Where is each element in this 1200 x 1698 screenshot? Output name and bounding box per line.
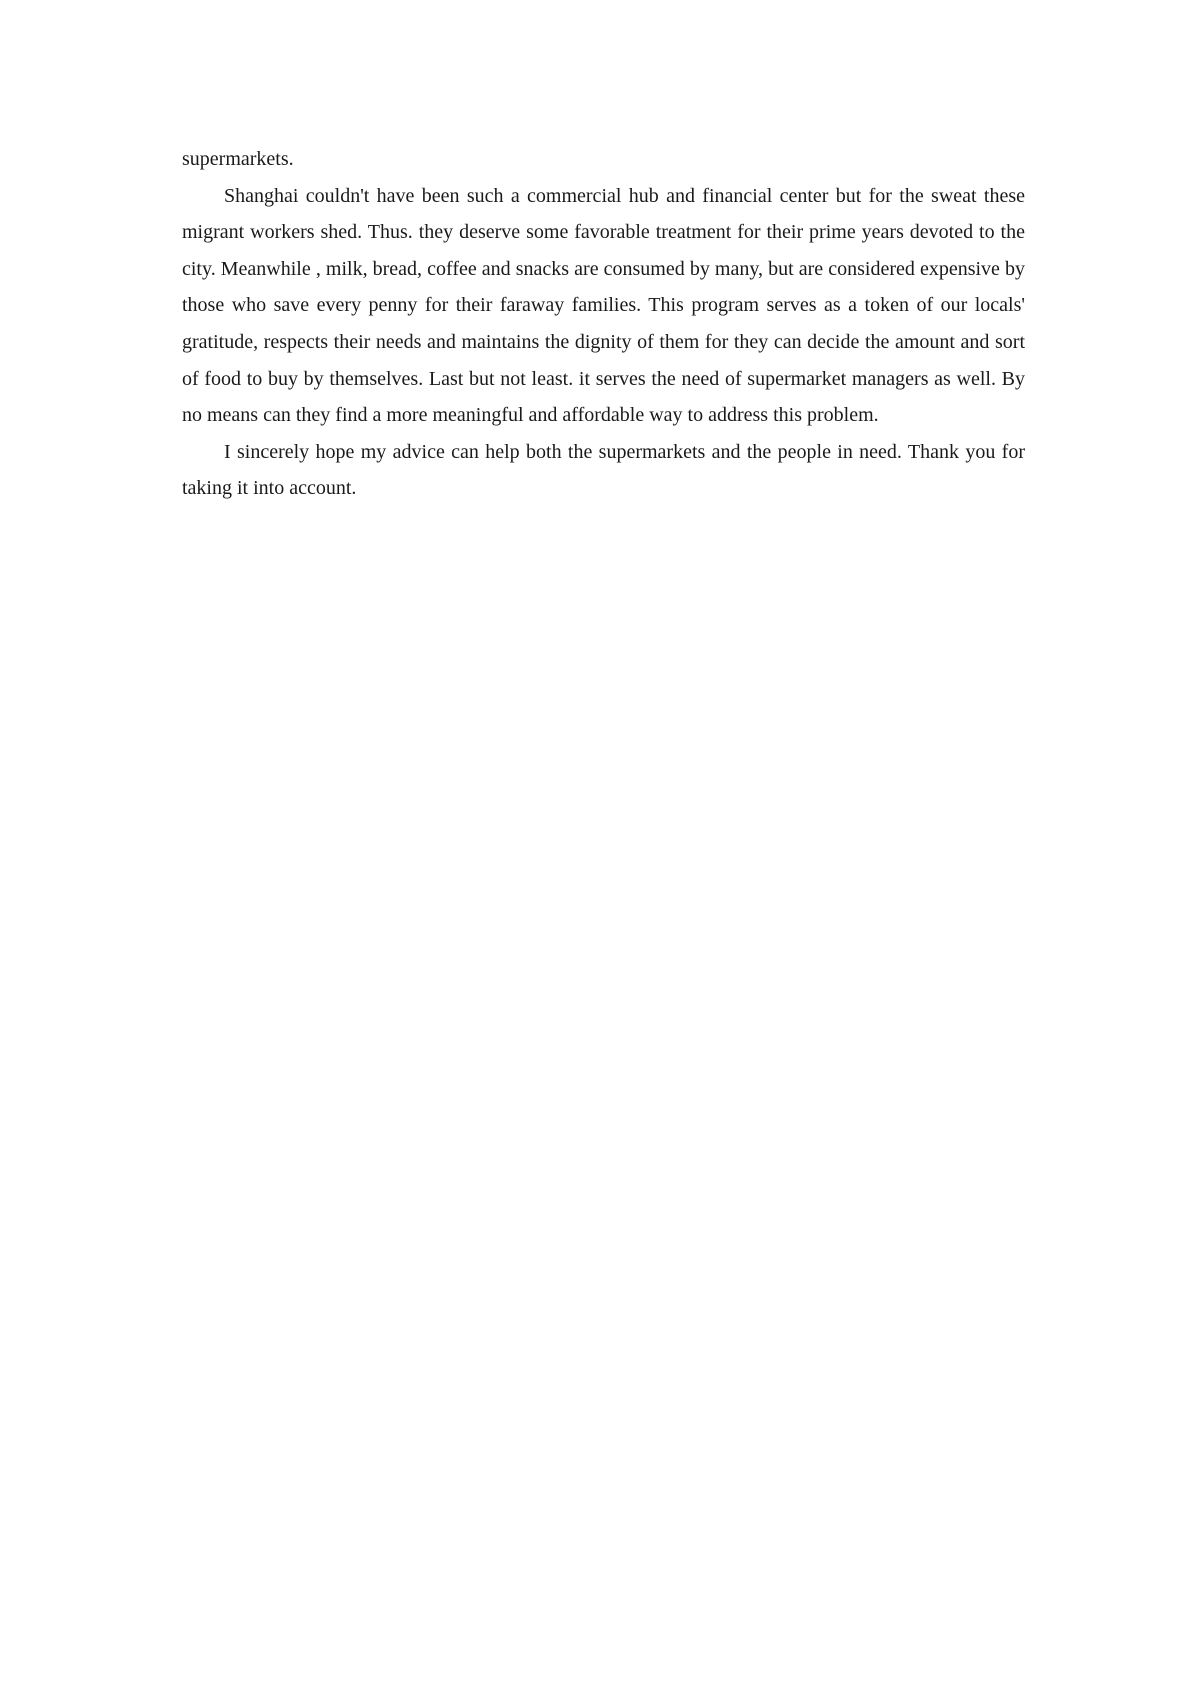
paragraph-reasons: Shanghai couldn't have been such a commercial hub and financial center but for the sweat these migrant workers shed. Thus. they deserve some favorable treatment for their prime years devoted to the city. Meanwhile , milk, bread, coffee and snacks are consumed by many, but are considered expensive by those who save every penny for their faraway families. This program serves as a token of our locals' gratitude, respects their needs and maintains the dignity of them for they can decide the amount and sort of food to buy by themselves. Last but not least. it serves the need of supermarket managers as well. By no means can they find a more meaningful and affordable way to address this problem. bbox=[182, 184, 1025, 427]
paragraph-closing: I sincerely hope my advice can help both the supermarkets and the people in need. Thank you for taking it into account. bbox=[182, 440, 1025, 500]
letter-body bbox=[182, 141, 1025, 507]
paragraph-continuation: supermarkets. bbox=[182, 148, 294, 170]
